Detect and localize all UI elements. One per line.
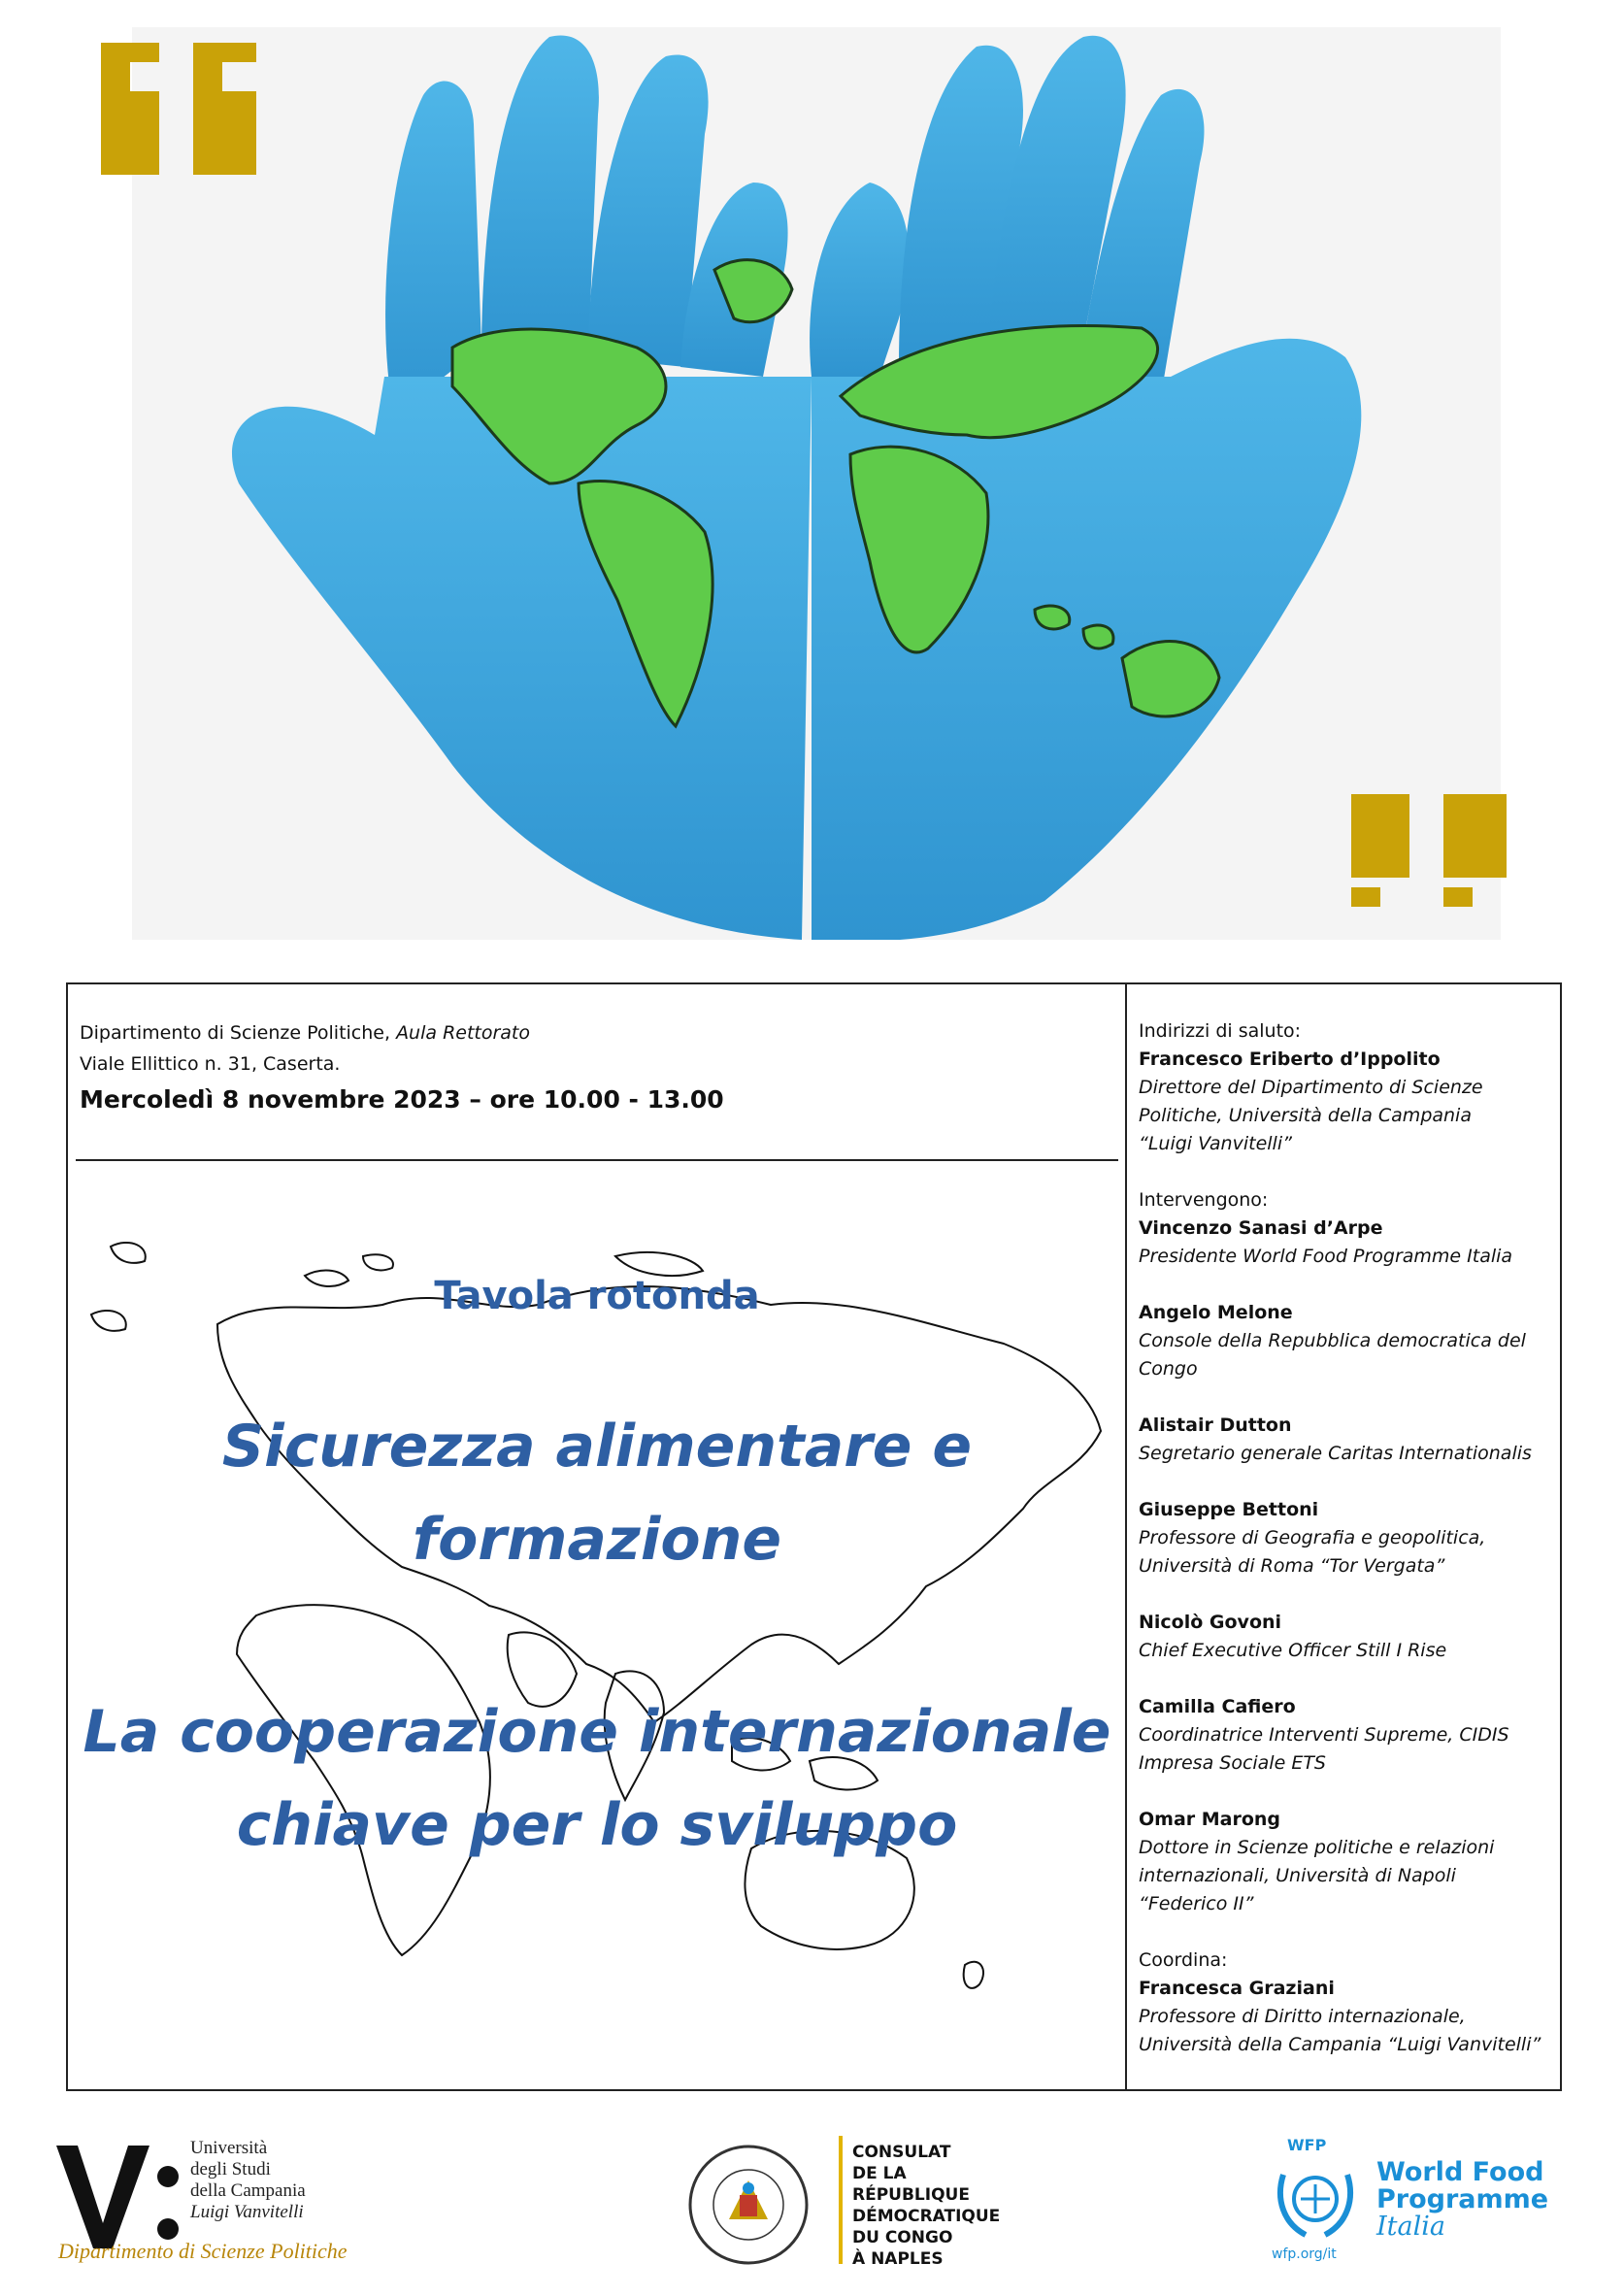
unicampania-line-1: Università	[190, 2138, 268, 2158]
speaker-role: Politiche, Università della Campania	[1139, 1105, 1472, 1126]
date-time: Mercoledì 8 novembre 2023 – ore 10.00 - 13.00	[80, 1085, 724, 1114]
consulat-logo	[685, 2132, 1015, 2278]
wfp-line-2: Programme	[1376, 2184, 1549, 2214]
address: Viale Ellittico n. 31, Caserta.	[80, 1053, 341, 1075]
unicampania-line-4: Luigi Vanvitelli	[190, 2202, 304, 2222]
world-map-outline	[72, 1217, 1120, 2072]
program-column	[1139, 1017, 1556, 2059]
speaker-role: “Luigi Vanvitelli”	[1139, 1133, 1292, 1154]
event-title-line-2: formazione	[412, 1506, 782, 1574]
department-name: Dipartimento di Scienze Politiche,	[80, 1022, 391, 1044]
venue-block	[80, 1017, 1109, 1114]
event-type: Tavola rotonda	[434, 1274, 760, 1318]
speaker-role: internazionali, Università di Napoli	[1139, 1865, 1456, 1886]
speaker-role: Coordinatrice Interventi Supreme, CIDIS	[1139, 1724, 1509, 1746]
speaker-role: Chief Executive Officer Still I Rise	[1139, 1640, 1447, 1661]
speaker-role: Professore di Geografia e geopolitica,	[1139, 1527, 1486, 1548]
speaker-name: Giuseppe Bettoni	[1139, 1499, 1319, 1520]
speaker-role: “Federico II”	[1139, 1893, 1254, 1914]
event-subtitle-line-2: chiave per lo sviluppo	[236, 1791, 958, 1859]
close-quote-icon	[1351, 794, 1516, 930]
header-divider	[76, 1159, 1118, 1161]
hero-image	[132, 27, 1501, 940]
venue-line	[80, 1017, 1109, 1048]
event-subtitle-line-1: La cooperazione internazionale	[83, 1698, 1111, 1766]
chair-label: Coordina:	[1139, 1949, 1228, 1971]
speaker-role: Direttore del Dipartimento di Scienze	[1139, 1077, 1483, 1098]
event-info-box	[66, 982, 1562, 2091]
unicampania-logo	[56, 2136, 386, 2272]
speaker-role: Università di Roma “Tor Vergata”	[1139, 1555, 1445, 1577]
speaker-name: Vincenzo Sanasi d’Arpe	[1139, 1217, 1383, 1239]
speaker-role: Console della Repubblica democratica del	[1139, 1330, 1526, 1351]
consulat-line-5: À NAPLES	[852, 2249, 944, 2269]
speaker-name: Nicolò Govoni	[1139, 1612, 1282, 1633]
wfp-logo	[1272, 2136, 1563, 2272]
consulat-line-4: DU CONGO	[852, 2228, 953, 2247]
chair-role: Professore di Diritto internazionale,	[1139, 2006, 1466, 2027]
wfp-line-3: Italia	[1376, 2212, 1445, 2242]
unicampania-line-2: degli Studi	[190, 2159, 271, 2180]
hands-world-map-illustration	[132, 27, 1501, 940]
speakers-label: Intervengono:	[1139, 1189, 1269, 1211]
chair-role: Università della Campania “Luigi Vanvitelli”	[1139, 2034, 1541, 2055]
speaker-role: Congo	[1139, 1358, 1198, 1380]
wfp-url: wfp.org/it	[1272, 2246, 1337, 2262]
wfp-acronym: WFP	[1287, 2136, 1327, 2154]
event-title-line-1: Sicurezza alimentare e	[221, 1413, 973, 1481]
speaker-role: Segretario generale Caritas Internationalis	[1139, 1443, 1532, 1464]
congo-seal-icon	[685, 2142, 812, 2268]
speaker-role: Presidente World Food Programme Italia	[1139, 1246, 1513, 1267]
open-quote-icon	[101, 43, 266, 179]
speaker-name: Camilla Cafiero	[1139, 1696, 1296, 1717]
chair-name: Francesca Graziani	[1139, 1978, 1335, 1999]
unicampania-line-3: della Campania	[190, 2180, 306, 2201]
event-title	[68, 1400, 1126, 1586]
speaker-role: Dottore in Scienze politiche e relazioni	[1139, 1837, 1495, 1858]
speaker-name: Alistair Dutton	[1139, 1414, 1292, 1436]
consulat-line-3: DÉMOCRATIQUE	[852, 2207, 1001, 2226]
wfp-laurel-icon	[1272, 2155, 1359, 2243]
unicampania-department: Dipartimento di Scienze Politiche	[58, 2239, 348, 2263]
speaker-name: Angelo Melone	[1139, 1302, 1293, 1323]
room-name: Aula Rettorato	[396, 1022, 531, 1044]
greetings-label: Indirizzi di saluto:	[1139, 1020, 1302, 1042]
wfp-line-1: World Food	[1376, 2157, 1544, 2187]
consulat-line-2: DE LA RÉPUBLIQUE	[852, 2164, 970, 2205]
speaker-name: Omar Marong	[1139, 1809, 1281, 1830]
speaker-role: Impresa Sociale ETS	[1139, 1752, 1326, 1774]
speaker-name: Francesco Eriberto d’Ippolito	[1139, 1048, 1441, 1070]
consulat-line-1: CONSULAT	[852, 2143, 951, 2162]
event-subtitle	[68, 1685, 1126, 1872]
